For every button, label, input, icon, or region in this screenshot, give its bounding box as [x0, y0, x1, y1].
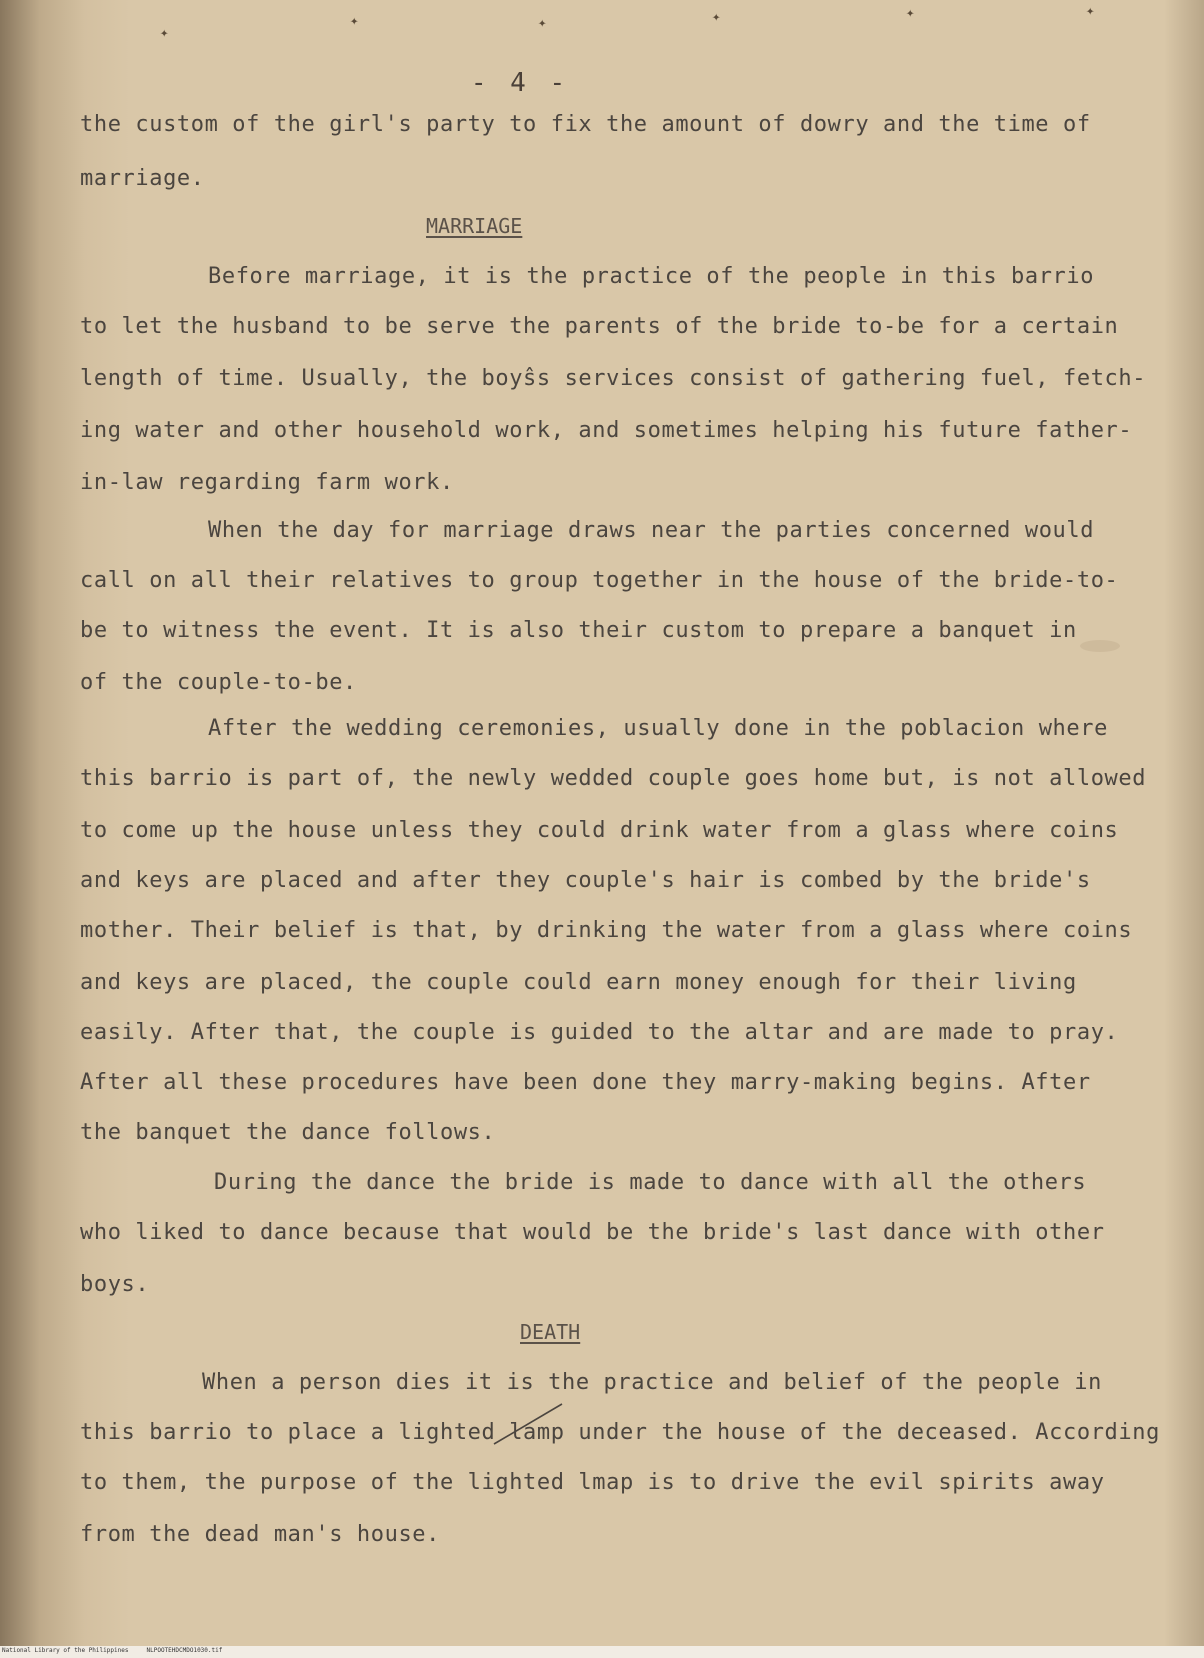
text-line: in-law regarding farm work. — [80, 470, 454, 495]
text-line: When a person dies it is the practice and belief of the people in — [202, 1370, 1102, 1395]
text-line: mother. Their belief is that, by drinking the water from a glass where coins — [80, 918, 1133, 943]
text-line: and keys are placed, the couple could earn money enough for their living — [80, 970, 1077, 995]
text-line: from the dead man's house. — [80, 1522, 440, 1547]
section-heading-death: DEATH — [520, 1320, 581, 1344]
text-line: marriage. — [80, 166, 205, 191]
text-line: this barrio is part of, the newly wedded couple goes home but, is not allowed — [80, 766, 1147, 791]
text-line: the custom of the girl's party to fix the amount of dowry and the time of — [80, 112, 1091, 137]
text-line: When the day for marriage draws near the parties concerned would — [208, 518, 1095, 543]
text-line: After all these procedures have been done they marry-making begins. After — [80, 1070, 1091, 1095]
text-line: call on all their relatives to group together in the house of the bride-to- — [80, 568, 1119, 593]
text-line: the banquet the dance follows. — [80, 1120, 496, 1145]
text-line: easily. After that, the couple is guided to the altar and are made to pray. — [80, 1020, 1119, 1045]
staple-hole-icon: ✦ — [1086, 3, 1095, 19]
staple-hole-icon: ✦ — [160, 25, 169, 41]
staple-hole-icon: ✦ — [350, 13, 359, 29]
staple-hole-icon: ✦ — [712, 9, 721, 25]
text-line: Before marriage, it is the practice of the people in this barrio — [208, 264, 1095, 289]
text-line: ing water and other household work, and sometimes helping his future father- — [80, 418, 1133, 443]
text-line: who liked to dance because that would be the bride's last dance with other — [80, 1220, 1105, 1245]
page-number: - 4 - — [470, 68, 570, 98]
text-line: this barrio to place a lighted lamp under the house of the deceased. According — [80, 1420, 1160, 1445]
text-line: of the couple-to-be. — [80, 670, 357, 695]
text-line: During the dance the bride is made to dance with all the others — [214, 1170, 1087, 1195]
text-line: to let the husband to be serve the parents of the bride to-be for a certain — [80, 314, 1119, 339]
text-line: and keys are placed and after they couple's hair is combed by the bride's — [80, 868, 1091, 893]
staple-hole-icon: ✦ — [538, 15, 547, 31]
handwritten-correction-mark — [490, 1400, 570, 1450]
paper-stain — [1080, 640, 1120, 652]
text-line: to them, the purpose of the lighted lmap is to drive the evil spirits away — [80, 1470, 1105, 1495]
section-heading-marriage: MARRIAGE — [426, 214, 523, 238]
text-line: to come up the house unless they could drink water from a glass where coins — [80, 818, 1119, 843]
text-line: After the wedding ceremonies, usually done in the poblacion where — [208, 716, 1108, 741]
text-line: boys. — [80, 1272, 150, 1297]
staple-hole-icon: ✦ — [906, 5, 915, 21]
footer-caption: National Library of the Philippines NLPOOTEHDCMDO1030.tif — [2, 1647, 223, 1654]
text-line: length of time. Usually, the boyŝs services consist of gathering fuel, fetch- — [80, 366, 1147, 391]
text-line: be to witness the event. It is also their custom to prepare a banquet in — [80, 618, 1077, 643]
